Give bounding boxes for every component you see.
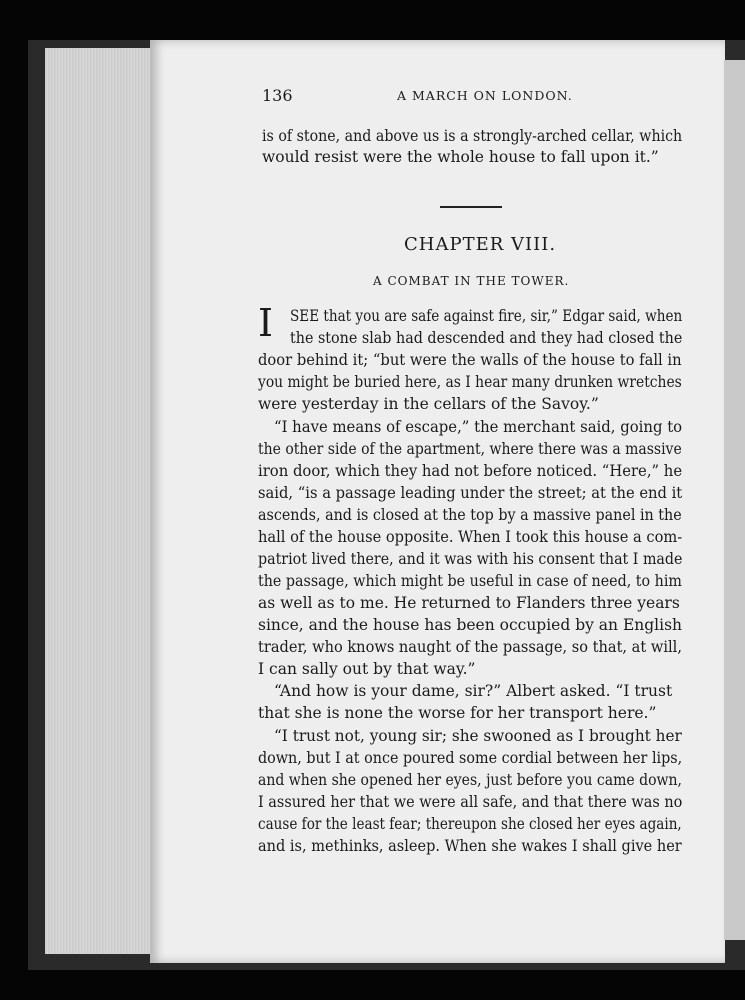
text-line: SEE that you are safe against fire, sir,” Edgar said, when	[290, 307, 683, 325]
right-page-edge	[724, 60, 745, 940]
running-head: A MARCH ON LONDON.	[397, 88, 573, 103]
text-line: the other side of the apartment, where there was a massive	[258, 440, 682, 458]
text-line: I assured her that we were all safe, and that there was no	[258, 793, 683, 811]
text-line: “I have means of escape,” the merchant said, going to	[274, 418, 683, 436]
text-line: as well as to me. He returned to Flanders three years	[258, 594, 680, 612]
text-line: iron door, which they had not before noticed. “Here,” he	[258, 462, 683, 480]
text-line: you might be buried here, as I hear many drunken wretches	[258, 373, 682, 391]
text-line: said, “is a passage leading under the street; at the end it	[258, 484, 683, 502]
drop-cap: I	[258, 301, 274, 345]
text-line: I can sally out by that way.”	[258, 660, 476, 678]
text-line: ascends, and is closed at the top by a massive panel in the	[258, 506, 682, 524]
text-line: door behind it; “but were the walls of the house to fall in	[258, 351, 682, 369]
text-line: trader, who knows naught of the passage, so that, at will,	[258, 638, 682, 656]
text-line: “I trust not, young sir; she swooned as I brought her	[274, 727, 682, 745]
page-number: 136	[262, 86, 293, 105]
text-line: and is, methinks, asleep. When she wakes I shall give her	[258, 837, 682, 855]
text-line: “And how is your dame, sir?” Albert asked. “I trust	[274, 682, 673, 700]
section-rule	[440, 206, 502, 208]
text-line: down, but I at once poured some cordial between her lips,	[258, 749, 683, 767]
text-line: the stone slab had descended and they had closed the	[290, 329, 683, 347]
page-edges	[45, 48, 155, 954]
chapter-title: CHAPTER VIII.	[404, 234, 557, 255]
page-header	[262, 86, 682, 108]
text-line: since, and the house has been occupied by an English	[258, 616, 683, 634]
text-line: were yesterday in the cellars of the Savoy.”	[258, 395, 599, 413]
text-line: the passage, which might be useful in case of need, to him	[258, 572, 682, 590]
chapter-subtitle: A COMBAT IN THE TOWER.	[373, 274, 570, 288]
text-line: that she is none the worse for her transport here.”	[258, 704, 657, 722]
text-line: cause for the least fear; thereupon she closed her eyes again,	[258, 815, 682, 833]
text-line: is of stone, and above us is a strongly-arched cellar, which	[262, 127, 683, 145]
text-line: and when she opened her eyes, just before you came down,	[258, 771, 682, 789]
text-line: hall of the house opposite. When I took this house a com-	[258, 528, 683, 546]
text-line: would resist were the whole house to fall upon it.”	[262, 148, 659, 166]
text-line: patriot lived there, and it was with his consent that I made	[258, 550, 683, 568]
